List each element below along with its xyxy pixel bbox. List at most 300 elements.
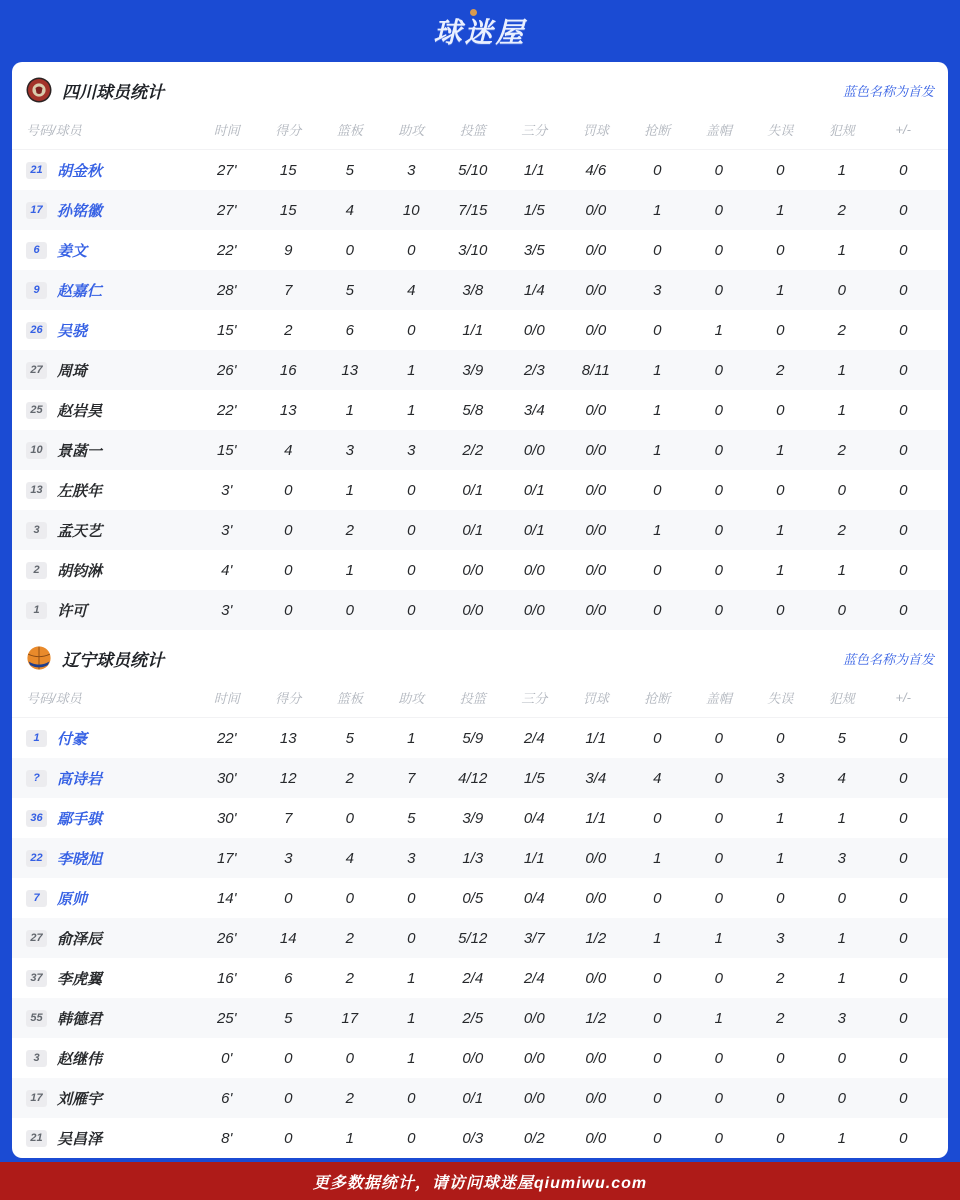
stat-cell: 4 <box>653 769 662 787</box>
stat-cell: 0 <box>284 1089 293 1107</box>
stat-cell: 0/0 <box>585 1089 607 1107</box>
stat-cell: 1 <box>407 361 416 379</box>
stat-cell: 2 <box>776 969 785 987</box>
stat-cell: 0 <box>899 889 908 907</box>
stat-cell: 0 <box>899 521 908 539</box>
player-name-link[interactable]: 周琦 <box>57 362 88 380</box>
stat-cell: 0 <box>714 481 723 499</box>
column-header-9: 盖帽 <box>705 123 732 138</box>
stat-cell: 4/12 <box>458 769 488 787</box>
sichuan-team-logo-icon <box>26 77 52 103</box>
column-header-8: 抢断 <box>644 123 671 138</box>
stat-cell: 7 <box>407 769 416 787</box>
stat-cell: 1/2 <box>585 929 607 947</box>
stat-cell: 0 <box>345 889 354 907</box>
stat-cell: 0 <box>899 161 908 179</box>
stat-cell: 0 <box>776 401 785 419</box>
stat-cell: 22' <box>216 241 237 259</box>
stat-cell: 0/0 <box>523 601 545 619</box>
column-header-4: 助攻 <box>398 123 425 138</box>
app-footer <box>0 1162 960 1200</box>
column-header-7: 罚球 <box>582 691 609 706</box>
column-header-10: 失误 <box>767 691 794 706</box>
player-rows <box>12 150 948 630</box>
jersey-number-badge: 6 <box>26 242 47 259</box>
table-row <box>12 230 948 270</box>
stat-cell: 0/0 <box>585 481 607 499</box>
column-header-7: 罚球 <box>582 123 609 138</box>
stat-cell: 14 <box>279 929 297 947</box>
stat-cell: 0 <box>653 241 662 259</box>
player-name-link[interactable]: 俞泽辰 <box>57 930 103 948</box>
stat-cell: 0/1 <box>462 481 484 499</box>
stat-cell: 0/1 <box>462 1089 484 1107</box>
table-row <box>12 1038 948 1078</box>
player-cell <box>26 320 196 341</box>
table-row <box>12 958 948 998</box>
stat-cell: 0 <box>284 889 293 907</box>
stat-cell: 0 <box>776 601 785 619</box>
stat-cell: 0 <box>899 601 908 619</box>
stat-cell: 0 <box>899 321 908 339</box>
stat-cell: 6 <box>345 321 354 339</box>
stat-cell: 0 <box>714 201 723 219</box>
player-name-link[interactable]: 左朕年 <box>57 482 103 500</box>
column-header-6: 三分 <box>521 691 548 706</box>
stat-cell: 0 <box>653 889 662 907</box>
stat-cell: 4 <box>837 769 846 787</box>
stat-cell: 2 <box>345 929 354 947</box>
table-row <box>12 918 948 958</box>
stat-cell: 2/3 <box>523 361 545 379</box>
stat-cell: 17 <box>341 1009 359 1027</box>
stat-cell: 0 <box>407 481 416 499</box>
stat-cell: 1/2 <box>585 1009 607 1027</box>
player-cell <box>26 768 196 789</box>
stat-cell: 0 <box>345 809 354 827</box>
stat-cell: 5/8 <box>462 401 484 419</box>
stat-cell: 0 <box>714 769 723 787</box>
stat-cell: 0/0 <box>462 1049 484 1067</box>
stat-cell: 0 <box>776 161 785 179</box>
table-row <box>12 590 948 630</box>
stat-cell: 0/0 <box>585 521 607 539</box>
stat-cell: 1/1 <box>523 161 545 179</box>
stat-cell: 3 <box>407 161 416 179</box>
player-name-link[interactable]: 吴昌泽 <box>57 1130 103 1148</box>
stat-cell: 1 <box>837 161 846 179</box>
stat-cell: 1/1 <box>523 849 545 867</box>
stat-cell: 15' <box>216 321 237 339</box>
stat-cell: 28' <box>216 281 237 299</box>
stat-cell: 16' <box>216 969 237 987</box>
stat-cell: 17' <box>216 849 237 867</box>
stat-cell: 4' <box>221 561 233 579</box>
player-name-link[interactable]: 孙铭徽 <box>57 202 103 220</box>
player-cell <box>26 600 196 621</box>
player-cell <box>26 1008 196 1029</box>
stat-cell: 3' <box>221 481 233 499</box>
jersey-number-badge: 22 <box>26 850 47 867</box>
stat-cell: 0 <box>714 161 723 179</box>
stat-cell: 3 <box>776 769 785 787</box>
stat-cell: 0 <box>653 481 662 499</box>
stat-cell: 0 <box>899 561 908 579</box>
table-row <box>12 430 948 470</box>
column-header-2: 得分 <box>275 691 302 706</box>
stat-cell: 3 <box>837 849 846 867</box>
stat-cell: 0/4 <box>523 809 545 827</box>
stat-cell: 0 <box>284 521 293 539</box>
stat-cell: 0 <box>653 969 662 987</box>
team-header <box>12 62 948 110</box>
column-header-row <box>12 678 948 718</box>
stat-cell: 0/0 <box>585 601 607 619</box>
stat-cell: 0 <box>714 601 723 619</box>
player-name-link[interactable]: 姜文 <box>57 242 88 260</box>
stat-cell: 0 <box>407 889 416 907</box>
stat-cell: 1 <box>776 281 785 299</box>
jersey-number-badge: 1 <box>26 730 47 747</box>
player-name-link[interactable]: 景菡一 <box>57 442 103 460</box>
stat-cell: 0 <box>714 849 723 867</box>
player-cell <box>26 480 196 501</box>
stat-cell: 0 <box>653 321 662 339</box>
stat-cell: 0/0 <box>523 1049 545 1067</box>
player-name-link[interactable]: 孟天艺 <box>57 522 103 540</box>
stat-cell: 0 <box>776 1089 785 1107</box>
stat-cell: 5/9 <box>462 729 484 747</box>
jersey-number-badge: 7 <box>26 890 47 907</box>
stat-cell: 22' <box>216 401 237 419</box>
stat-cell: 0 <box>284 601 293 619</box>
stat-cell: 0 <box>714 401 723 419</box>
column-header-row <box>12 110 948 150</box>
player-cell <box>26 400 196 421</box>
column-header-12: +/- <box>895 122 912 137</box>
column-header-5: 投篮 <box>459 123 486 138</box>
stat-cell: 27' <box>216 161 237 179</box>
player-name-link[interactable]: 原帅 <box>57 890 88 908</box>
player-name-link[interactable]: 李虎翼 <box>57 970 103 988</box>
stat-cell: 3 <box>407 849 416 867</box>
column-header-6: 三分 <box>521 123 548 138</box>
jersey-number-badge: 2 <box>26 562 47 579</box>
stat-cell: 1 <box>714 929 723 947</box>
stat-cell: 0/0 <box>585 561 607 579</box>
stat-cell: 1 <box>776 441 785 459</box>
stat-cell: 1 <box>776 849 785 867</box>
player-cell <box>26 520 196 541</box>
table-row <box>12 1118 948 1158</box>
stat-cell: 15' <box>216 441 237 459</box>
stat-cell: 1 <box>653 201 662 219</box>
stat-cell: 0/0 <box>585 241 607 259</box>
column-header-3: 篮板 <box>336 691 363 706</box>
jersey-number-badge: 21 <box>26 162 47 179</box>
stat-cell: 26' <box>216 361 237 379</box>
stat-cell: 5 <box>345 729 354 747</box>
jersey-number-badge: 1 <box>26 602 47 619</box>
stat-cell: 1 <box>837 969 846 987</box>
stat-cell: 1 <box>407 1009 416 1027</box>
stat-cell: 0 <box>714 1129 723 1147</box>
stat-cell: 0' <box>221 1049 233 1067</box>
team-title: 四川球员统计 <box>62 82 164 102</box>
stat-cell: 0/0 <box>462 561 484 579</box>
stat-cell: 0 <box>899 481 908 499</box>
table-row <box>12 390 948 430</box>
stat-cell: 0/0 <box>523 561 545 579</box>
stat-cell: 0 <box>837 889 846 907</box>
stat-cell: 3/10 <box>458 241 488 259</box>
player-name-link[interactable]: 吴骁 <box>57 322 88 340</box>
column-header-2: 得分 <box>275 123 302 138</box>
stat-cell: 0 <box>714 889 723 907</box>
stat-cell: 1 <box>653 521 662 539</box>
stat-cell: 2 <box>837 521 846 539</box>
stat-cell: 4 <box>345 849 354 867</box>
player-name-link[interactable]: 赵继伟 <box>57 1050 103 1068</box>
stat-cell: 0 <box>899 401 908 419</box>
stat-cell: 0 <box>407 601 416 619</box>
stat-cell: 1 <box>776 201 785 219</box>
stat-cell: 4 <box>407 281 416 299</box>
stat-cell: 30' <box>216 809 237 827</box>
stat-cell: 2 <box>837 441 846 459</box>
jersey-number-badge: 21 <box>26 1130 47 1147</box>
stat-cell: 3/5 <box>523 241 545 259</box>
stat-cell: 2 <box>345 969 354 987</box>
stat-cell: 0/1 <box>523 521 545 539</box>
stat-cell: 0/1 <box>523 481 545 499</box>
stat-cell: 2/4 <box>462 969 484 987</box>
stat-cell: 4 <box>284 441 293 459</box>
stat-cell: 0 <box>407 561 416 579</box>
stat-cell: 1 <box>837 401 846 419</box>
stat-cell: 1 <box>714 321 723 339</box>
jersey-number-badge: 17 <box>26 202 47 219</box>
column-header-10: 失误 <box>767 123 794 138</box>
jersey-number-badge: 17 <box>26 1090 47 1107</box>
stat-cell: 7 <box>284 809 293 827</box>
jersey-number-badge: 9 <box>26 282 47 299</box>
stat-cell: 2 <box>345 769 354 787</box>
stat-cell: 0 <box>653 1129 662 1147</box>
stat-cell: 0 <box>714 361 723 379</box>
stat-cell: 1/1 <box>585 809 607 827</box>
stat-cell: 0/0 <box>523 1089 545 1107</box>
table-row <box>12 878 948 918</box>
stat-cell: 4 <box>345 201 354 219</box>
stat-cell: 1 <box>837 561 846 579</box>
stat-cell: 3 <box>284 849 293 867</box>
stat-cell: 5 <box>345 281 354 299</box>
stat-cell: 0 <box>653 729 662 747</box>
jersey-number-badge: 3 <box>26 1050 47 1067</box>
table-row <box>12 718 948 758</box>
stat-cell: 2/5 <box>462 1009 484 1027</box>
stat-cell: 3 <box>653 281 662 299</box>
player-name-link[interactable]: 付豪 <box>57 730 88 748</box>
stat-cell: 3 <box>345 441 354 459</box>
jersey-number-badge: 36 <box>26 810 47 827</box>
stat-cell: 0 <box>899 1129 908 1147</box>
stat-cell: 0/0 <box>585 1129 607 1147</box>
column-header-player: 号码/球员 <box>26 123 82 138</box>
player-name-link[interactable]: 赵岩昊 <box>57 402 103 420</box>
stat-cell: 5 <box>837 729 846 747</box>
stat-cell: 0 <box>714 1049 723 1067</box>
player-name-link[interactable]: 胡钧淋 <box>57 562 103 580</box>
table-row <box>12 838 948 878</box>
stat-cell: 0/4 <box>523 889 545 907</box>
stat-cell: 3 <box>776 929 785 947</box>
stat-cell: 0/0 <box>462 601 484 619</box>
orange-dot-icon <box>470 9 477 16</box>
table-row <box>12 1078 948 1118</box>
table-row <box>12 550 948 590</box>
stat-cell: 0 <box>345 241 354 259</box>
stat-cell: 25' <box>216 1009 237 1027</box>
stat-cell: 13 <box>279 401 297 419</box>
stat-cell: 12 <box>279 769 297 787</box>
stat-cell: 0 <box>284 1129 293 1147</box>
table-row <box>12 150 948 190</box>
stat-cell: 0/0 <box>585 1049 607 1067</box>
stat-cell: 0 <box>714 561 723 579</box>
stat-cell: 0 <box>837 281 846 299</box>
player-name-link[interactable]: 赵嘉仁 <box>57 282 103 300</box>
stat-cell: 0 <box>653 809 662 827</box>
stat-cell: 15 <box>279 161 297 179</box>
stat-cell: 1 <box>407 1049 416 1067</box>
stat-cell: 0/0 <box>585 889 607 907</box>
stat-cell: 0 <box>899 281 908 299</box>
stat-cell: 5/12 <box>458 929 488 947</box>
table-row <box>12 998 948 1038</box>
player-name-link[interactable]: 李晓旭 <box>57 850 103 868</box>
table-row <box>12 470 948 510</box>
stat-cell: 30' <box>216 769 237 787</box>
player-cell <box>26 888 196 909</box>
stat-cell: 2/4 <box>523 969 545 987</box>
stat-cell: 0 <box>837 601 846 619</box>
stat-cell: 0 <box>345 601 354 619</box>
stat-cell: 5 <box>284 1009 293 1027</box>
column-header-player: 号码/球员 <box>26 691 82 706</box>
stat-cell: 1 <box>407 969 416 987</box>
stat-cell: 3' <box>221 521 233 539</box>
stat-cell: 13 <box>341 361 359 379</box>
stat-cell: 2 <box>345 521 354 539</box>
stat-cell: 16 <box>279 361 297 379</box>
stat-cell: 0 <box>899 849 908 867</box>
stat-cell: 2 <box>776 1009 785 1027</box>
stat-cell: 27' <box>216 201 237 219</box>
jersey-number-badge: 10 <box>26 442 47 459</box>
jersey-number-badge: 27 <box>26 930 47 947</box>
stat-cell: 15 <box>279 201 297 219</box>
stat-cell: 7 <box>284 281 293 299</box>
stat-cell: 2 <box>284 321 293 339</box>
stat-cell: 1/5 <box>523 769 545 787</box>
stat-cell: 0 <box>714 809 723 827</box>
stat-cell: 0 <box>899 441 908 459</box>
stat-cell: 0 <box>653 161 662 179</box>
stat-cell: 8/11 <box>581 361 610 379</box>
stat-cell: 0 <box>837 1049 846 1067</box>
column-header-1: 时间 <box>213 123 240 138</box>
player-name-link[interactable]: 许可 <box>57 602 88 620</box>
stat-cell: 0 <box>284 1049 293 1067</box>
stat-cell: 0 <box>776 481 785 499</box>
player-cell <box>26 1128 196 1149</box>
stat-cell: 4/6 <box>585 161 607 179</box>
stat-cell: 3/4 <box>523 401 545 419</box>
qiumiwu-logo[interactable] <box>433 11 526 51</box>
player-cell <box>26 440 196 461</box>
stat-cell: 0 <box>714 521 723 539</box>
player-cell <box>26 280 196 301</box>
team-header <box>12 630 948 678</box>
column-header-5: 投篮 <box>459 691 486 706</box>
stat-cell: 0 <box>899 201 908 219</box>
stat-cell: 22' <box>216 729 237 747</box>
stat-cell: 0/0 <box>585 849 607 867</box>
stat-cell: 1/4 <box>523 281 545 299</box>
stat-cell: 1 <box>653 361 662 379</box>
stat-cell: 0/0 <box>585 441 607 459</box>
stat-cell: 26' <box>216 929 237 947</box>
stat-cell: 6' <box>221 1089 233 1107</box>
player-name-link[interactable]: 胡金秋 <box>57 162 103 180</box>
stat-cell: 10 <box>402 201 420 219</box>
stat-cell: 1 <box>837 1129 846 1147</box>
liaoning-team-logo-icon <box>26 645 52 671</box>
stat-cell: 2 <box>837 321 846 339</box>
stat-cell: 0 <box>776 1129 785 1147</box>
stat-cell: 13 <box>279 729 297 747</box>
player-name-link[interactable]: 鄢手骐 <box>57 810 103 828</box>
jersey-number-badge: 26 <box>26 322 47 339</box>
player-name-link[interactable]: 高诗岩 <box>57 770 103 788</box>
table-row <box>12 798 948 838</box>
stat-cell: 3/8 <box>462 281 484 299</box>
stat-cell: 3 <box>837 1009 846 1027</box>
column-header-4: 助攻 <box>398 691 425 706</box>
logo-text: 球迷屋 <box>433 17 527 48</box>
stat-cell: 0 <box>899 729 908 747</box>
stat-cell: 0 <box>837 1089 846 1107</box>
player-name-link[interactable]: 刘雁宇 <box>57 1090 103 1108</box>
jersey-number-badge: 37 <box>26 970 47 987</box>
stat-cell: 0 <box>653 561 662 579</box>
stat-cell: 1 <box>837 929 846 947</box>
stat-cell: 0 <box>714 729 723 747</box>
stat-cell: 3' <box>221 601 233 619</box>
stat-cell: 0 <box>653 1009 662 1027</box>
stat-cell: 1 <box>714 1009 723 1027</box>
stat-cell: 1 <box>776 809 785 827</box>
stat-cell: 1 <box>653 929 662 947</box>
column-header-12: +/- <box>895 690 912 705</box>
stat-cell: 0 <box>407 929 416 947</box>
stat-cell: 3 <box>407 441 416 459</box>
jersey-number-badge: 55 <box>26 1010 47 1027</box>
player-name-link[interactable]: 韩德君 <box>57 1010 103 1028</box>
player-cell <box>26 1048 196 1069</box>
